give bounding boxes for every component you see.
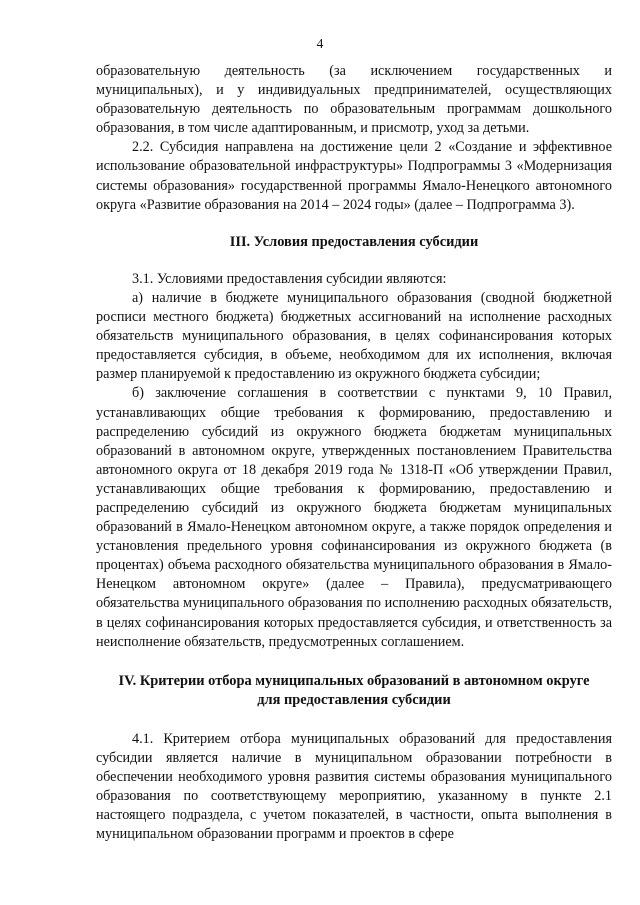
paragraph-4-1: 4.1. Критерием отбора муниципальных образований для предоставления субсидии является наличие в муниципальном образовании потребности в обеспечении необходимого уровня развития системы образования муниципального образования по соответствующему мероприятию, указанному в пункте 2.1 настоящего подраздела, с учетом показателей, в частности, опыта выполнения в муниципальном образовании программ и проектов в сфере xyxy=(96,730,612,843)
paragraph-3-1-b: б) заключение соглашения в соответствии с пунктами 9, 10 Правил, устанавливающих общие требования к формированию, предоставлению и распределению субсидий из окружного бюджета бюджетам муниципальных образований в автономном округе, утвержденных постановлением Правительства автономного округа от 18 декабря 2019 года № 1318-П «Об утверждении Правил, устанавливающих общие требования к формированию, предоставлению и распределению субсидий из окружного бюджета бюджетам муниципальных образований в Ямало-Ненецком автономном округе, а также порядок определения и установления предельного уровня софинансирования из окружного бюджета (в процентах) объема расходного обязательства муниципального образования в Ямало-Ненецком автономном округе» (далее – Правила), предусматривающего обязательства муниципального образования по исполнению расходных обязательств, в целях софинансирования которых предоставляется субсидия, и ответственность за неисполнение обязательств, предусмотренных соглашением. xyxy=(96,385,612,650)
paragraph-3-1: 3.1. Условиями предоставления субсидии являются: xyxy=(132,270,447,287)
paragraph-continuation: образовательную деятельность (за исключением государственных и муниципальных), и у индивидуальных предпринимателей, осуществляющих образовательную деятельность по образовательным программам дошкольного образования, в том числе адаптированным, и присмотр, уход за детьми. xyxy=(96,63,612,137)
paragraph-3-1-a: а) наличие в бюджете муниципального образования (сводной бюджетной росписи местного бюджета) бюджетных ассигнований на исполнение расходных обязательств муниципального образования, в целях софинансирования которых предоставляется субсидия, в объеме, необходимом для их исполнения, включая размер планируемой к предоставлению из окружного бюджета субсидии; xyxy=(96,289,612,383)
paragraph-2-2: 2.2. Субсидия направлена на достижение цели 2 «Создание и эффективное использование образовательной инфраструктуры» Подпрограммы 3 «Модернизация системы образования» государственной программы Ямало-Ненецкого автономного округа «Развитие образования на 2014 – 2024 годы» (далее – Подпрограмма 3). xyxy=(96,139,612,213)
document-body xyxy=(96,62,612,844)
section-heading-iv-line2: для предоставления субсидии xyxy=(257,691,451,708)
section-heading-iv xyxy=(96,672,612,710)
section-heading-iii: III. Условия предоставления субсидии xyxy=(229,233,479,250)
section-heading-iv-line1: IV. Критерии отбора муниципальных образований в автономном округе xyxy=(118,672,590,689)
page-number: 4 xyxy=(316,36,324,51)
